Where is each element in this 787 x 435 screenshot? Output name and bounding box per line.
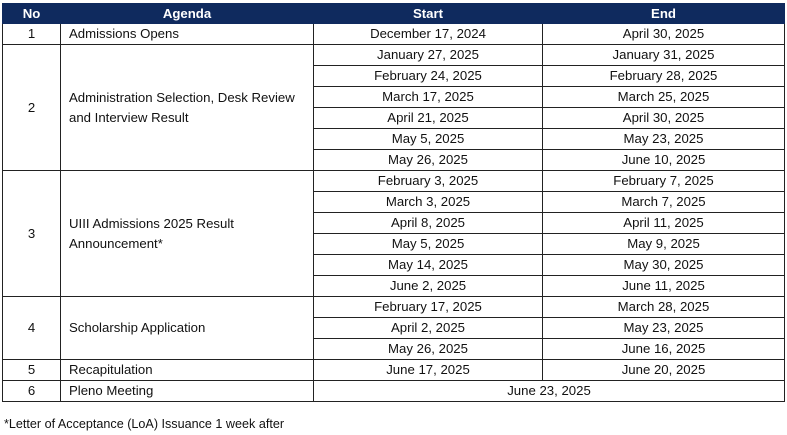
header-no: No [3, 4, 61, 24]
end-date-cell: June 20, 2025 [543, 360, 785, 381]
row-number: 6 [3, 381, 61, 402]
table-row [3, 24, 785, 45]
header-row [3, 4, 785, 24]
merged-date-cell: June 23, 2025 [314, 381, 785, 402]
agenda-cell: Admissions Opens [61, 24, 314, 45]
start-date-cell: February 17, 2025 [314, 297, 543, 318]
table-row [3, 360, 785, 381]
start-date-cell: May 5, 2025 [314, 234, 543, 255]
end-date-cell: March 25, 2025 [543, 87, 785, 108]
end-date-cell: April 11, 2025 [543, 213, 785, 234]
end-date-cell: May 9, 2025 [543, 234, 785, 255]
schedule-body [3, 24, 785, 402]
end-date-cell: March 28, 2025 [543, 297, 785, 318]
row-number: 5 [3, 360, 61, 381]
start-date-cell: April 8, 2025 [314, 213, 543, 234]
end-date-cell: June 10, 2025 [543, 150, 785, 171]
start-date-cell: February 3, 2025 [314, 171, 543, 192]
agenda-cell: Scholarship Application [61, 297, 314, 360]
end-date-cell: May 30, 2025 [543, 255, 785, 276]
table-row [3, 297, 785, 318]
end-date-cell: May 23, 2025 [543, 129, 785, 150]
end-date-cell: April 30, 2025 [543, 24, 785, 45]
start-date-cell: January 27, 2025 [314, 45, 543, 66]
footnote: *Letter of Acceptance (LoA) Issuance 1 week after [4, 417, 285, 431]
header-end: End [543, 4, 785, 24]
start-date-cell: February 24, 2025 [314, 66, 543, 87]
row-number: 1 [3, 24, 61, 45]
agenda-cell: UIII Admissions 2025 Result Announcement* [61, 171, 314, 297]
start-date-cell: April 21, 2025 [314, 108, 543, 129]
row-number: 2 [3, 45, 61, 171]
end-date-cell: June 11, 2025 [543, 276, 785, 297]
end-date-cell: January 31, 2025 [543, 45, 785, 66]
start-date-cell: March 17, 2025 [314, 87, 543, 108]
start-date-cell: May 14, 2025 [314, 255, 543, 276]
agenda-cell: Pleno Meeting [61, 381, 314, 402]
end-date-cell: May 23, 2025 [543, 318, 785, 339]
table-row [3, 381, 785, 402]
end-date-cell: April 30, 2025 [543, 108, 785, 129]
start-date-cell: June 2, 2025 [314, 276, 543, 297]
table-row [3, 45, 785, 66]
header-agenda: Agenda [61, 4, 314, 24]
end-date-cell: March 7, 2025 [543, 192, 785, 213]
row-number: 4 [3, 297, 61, 360]
agenda-cell: Administration Selection, Desk Review and Interview Result [61, 45, 314, 171]
end-date-cell: February 28, 2025 [543, 66, 785, 87]
end-date-cell: February 7, 2025 [543, 171, 785, 192]
start-date-cell: March 3, 2025 [314, 192, 543, 213]
end-date-cell: June 16, 2025 [543, 339, 785, 360]
start-date-cell: June 17, 2025 [314, 360, 543, 381]
header-start: Start [314, 4, 543, 24]
table-row [3, 171, 785, 192]
start-date-cell: May 26, 2025 [314, 150, 543, 171]
start-date-cell: December 17, 2024 [314, 24, 543, 45]
row-number: 3 [3, 171, 61, 297]
start-date-cell: May 26, 2025 [314, 339, 543, 360]
start-date-cell: May 5, 2025 [314, 129, 543, 150]
schedule-table [2, 3, 785, 402]
agenda-cell: Recapitulation [61, 360, 314, 381]
start-date-cell: April 2, 2025 [314, 318, 543, 339]
